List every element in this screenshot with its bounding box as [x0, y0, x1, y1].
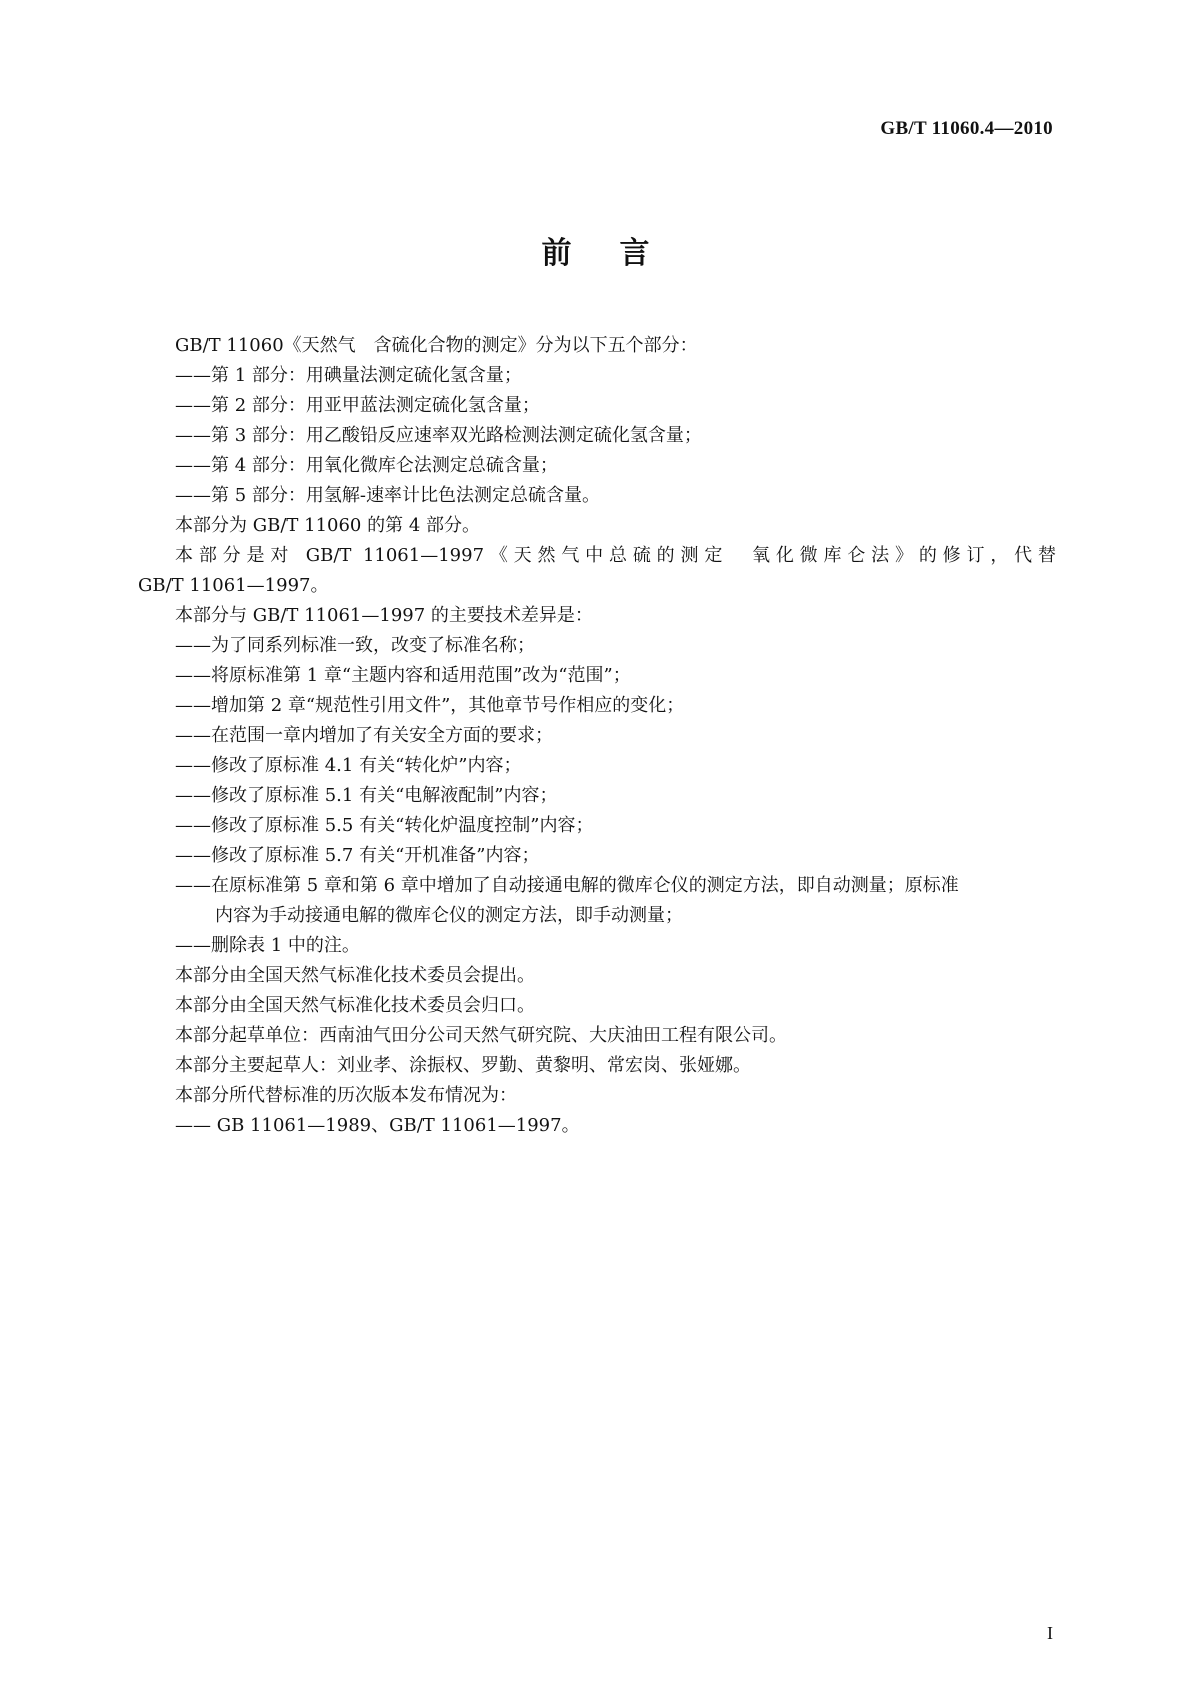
history-intro-paragraph: 本部分所代替标准的历次版本发布情况为： — [175, 1085, 517, 1106]
diff-item-6: ——修改了原标准 5.1 有关“电解液配制”内容； — [175, 785, 558, 806]
page-title: 前言 — [541, 236, 698, 271]
diff-item-7: ——修改了原标准 5.5 有关“转化炉温度控制”内容； — [175, 815, 594, 836]
part-item-1: ——第 1 部分：用碘量法测定硫化氢含量； — [175, 365, 522, 386]
diff-item-4: ——在范围一章内增加了有关安全方面的要求； — [175, 725, 553, 746]
diff-item-2: ——将原标准第 1 章“主题内容和适用范围”改为“范围”； — [175, 665, 631, 686]
diff-item-1: ——为了同系列标准一致，改变了标准名称； — [175, 635, 535, 656]
part-item-4: ——第 4 部分：用氧化微库仑法测定总硫含量； — [175, 455, 558, 476]
history-item: —— GB 11061—1989、GB/T 11061—1997。 — [175, 1115, 580, 1136]
drafters-paragraph: 本部分主要起草人：刘业孝、涂振权、罗勤、黄黎明、常宏岗、张娅娜。 — [175, 1055, 751, 1076]
page-number: I — [1047, 1623, 1053, 1643]
diff-item-9-line-2: 内容为手动接通电解的微库仑仪的测定方法，即手动测量； — [215, 905, 683, 926]
this-part-paragraph: 本部分为 GB/T 11060 的第 4 部分。 — [175, 515, 480, 536]
foreword-body — [138, 331, 1056, 1141]
diff-item-9 — [138, 871, 1056, 931]
diff-intro-paragraph: 本部分与 GB/T 11061—1997 的主要技术差异是： — [175, 605, 593, 626]
document-code: GB/T 11060.4—2010 — [880, 118, 1053, 139]
diff-item-9-line-1: ——在原标准第 5 章和第 6 章中增加了自动接通电解的微库仑仪的测定方法，即自动测量；原标准 — [175, 875, 959, 896]
diff-item-3: ——增加第 2 章“规范性引用文件”，其他章节号作相应的变化； — [175, 695, 685, 716]
drafting-units-paragraph: 本部分起草单位：西南油气田分公司天然气研究院、大庆油田工程有限公司。 — [175, 1025, 787, 1046]
intro-paragraph: GB/T 11060《天然气 含硫化合物的测定》分为以下五个部分： — [175, 335, 698, 356]
diff-item-5: ——修改了原标准 4.1 有关“转化炉”内容； — [175, 755, 522, 776]
revision-paragraph — [138, 541, 1056, 601]
diff-item-10: ——删除表 1 中的注。 — [175, 935, 360, 956]
part-item-2: ——第 2 部分：用亚甲蓝法测定硫化氢含量； — [175, 395, 540, 416]
part-item-5: ——第 5 部分：用氢解-速率计比色法测定总硫含量。 — [175, 485, 600, 506]
part-item-3: ——第 3 部分：用乙酸铅反应速率双光路检测法测定硫化氢含量； — [175, 425, 702, 446]
managed-by-paragraph: 本部分由全国天然气标准化技术委员会归口。 — [175, 995, 535, 1016]
revision-line-2: GB/T 11061—1997。 — [138, 575, 329, 596]
diff-item-8: ——修改了原标准 5.7 有关“开机准备”内容； — [175, 845, 540, 866]
proposed-by-paragraph: 本部分由全国天然气标准化技术委员会提出。 — [175, 965, 535, 986]
revision-line-1: 本部分是对 GB/T 11061—1997《天然气中总硫的测定 氧化微库仑法》的修订，代替 — [175, 545, 1056, 566]
